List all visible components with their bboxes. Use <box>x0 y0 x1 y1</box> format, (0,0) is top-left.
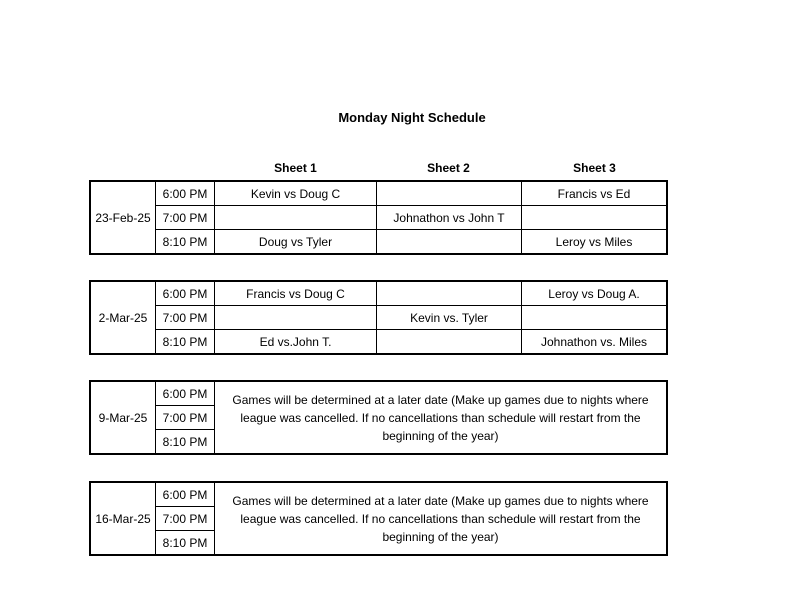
table-row <box>90 230 667 255</box>
game-cell: Doug vs Tyler <box>215 230 377 255</box>
game-cell <box>215 306 377 330</box>
schedule-note: Games will be determined at a later date (Make up games due to nights where league was cancelled. If no cancellations than schedule will restart from the beginning of the year) <box>215 482 668 555</box>
game-cell <box>377 230 522 255</box>
game-cell <box>377 281 522 306</box>
date-cell: 9-Mar-25 <box>90 381 156 454</box>
schedule-note: Games will be determined at a later date (Make up games due to nights where league was cancelled. If no cancellations than schedule will restart from the beginning of the year) <box>215 381 668 454</box>
time-cell: 8:10 PM <box>156 330 215 355</box>
game-cell <box>377 181 522 206</box>
page-title: Monday Night Schedule <box>338 110 486 125</box>
week-block-2 <box>89 280 668 355</box>
table-row <box>90 381 667 406</box>
time-cell: 7:00 PM <box>156 406 215 430</box>
sheet-header-row <box>215 161 668 175</box>
date-cell: 2-Mar-25 <box>90 281 156 354</box>
time-cell: 8:10 PM <box>156 430 215 455</box>
time-cell: 6:00 PM <box>156 281 215 306</box>
game-cell: Leroy vs Miles <box>522 230 668 255</box>
time-cell: 6:00 PM <box>156 482 215 507</box>
sheet-1-header: Sheet 1 <box>274 161 317 175</box>
game-cell <box>522 306 668 330</box>
date-cell: 23-Feb-25 <box>90 181 156 254</box>
time-cell: 7:00 PM <box>156 507 215 531</box>
table-row <box>90 330 667 355</box>
week-block-1 <box>89 180 668 255</box>
game-cell: Leroy vs Doug A. <box>522 281 668 306</box>
time-cell: 8:10 PM <box>156 531 215 556</box>
table-row <box>90 281 667 306</box>
time-cell: 6:00 PM <box>156 381 215 406</box>
game-cell: Kevin vs Doug C <box>215 181 377 206</box>
game-cell: Francis vs Doug C <box>215 281 377 306</box>
table-row <box>90 306 667 330</box>
table-row <box>90 181 667 206</box>
time-cell: 7:00 PM <box>156 306 215 330</box>
game-cell: Kevin vs. Tyler <box>377 306 522 330</box>
time-cell: 8:10 PM <box>156 230 215 255</box>
sheet-2-header: Sheet 2 <box>427 161 470 175</box>
date-cell: 16-Mar-25 <box>90 482 156 555</box>
game-cell: Johnathon vs John T <box>377 206 522 230</box>
game-cell: Johnathon vs. Miles <box>522 330 668 355</box>
game-cell: Francis vs Ed <box>522 181 668 206</box>
week-block-3 <box>89 380 668 455</box>
table-row <box>90 206 667 230</box>
game-cell <box>215 206 377 230</box>
game-cell: Ed vs.John T. <box>215 330 377 355</box>
time-cell: 7:00 PM <box>156 206 215 230</box>
table-row <box>90 482 667 507</box>
sheet-3-header: Sheet 3 <box>573 161 616 175</box>
game-cell <box>522 206 668 230</box>
game-cell <box>377 330 522 355</box>
time-cell: 6:00 PM <box>156 181 215 206</box>
week-block-4 <box>89 481 668 556</box>
